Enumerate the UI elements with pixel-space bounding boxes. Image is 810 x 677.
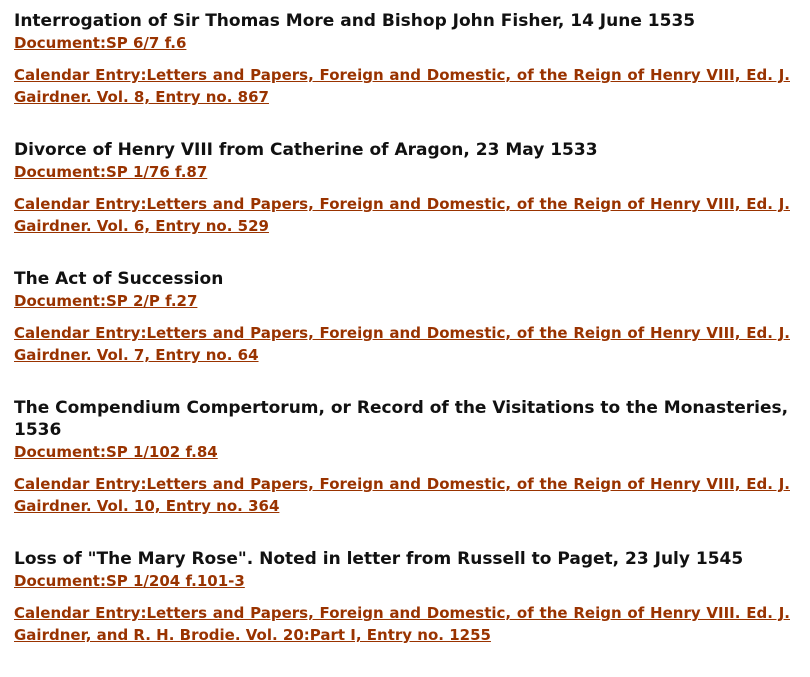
document-link[interactable]: Document:SP 6/7 f.6 <box>14 34 187 52</box>
document-link[interactable]: Document:SP 1/102 f.84 <box>14 443 218 461</box>
record-entry <box>14 268 790 366</box>
record-entry <box>14 548 790 646</box>
entry-title: Divorce of Henry VIII from Catherine of Aragon, 23 May 1533 <box>14 140 598 160</box>
entry-title: Loss of "The Mary Rose". Noted in letter from Russell to Paget, 23 July 1545 <box>14 549 744 569</box>
calendar-entry-link[interactable]: Calendar Entry:Letters and Papers, Foreign and Domestic, of the Reign of Henry VIII, Ed. J. Gairdner. Vol. 10, Entry no. 364 <box>14 475 790 515</box>
document-link[interactable]: Document:SP 2/P f.27 <box>14 292 198 310</box>
calendar-entry-link[interactable]: Calendar Entry:Letters and Papers, Foreign and Domestic, of the Reign of Henry VIII, Ed. J. Gairdner. Vol. 7, Entry no. 64 <box>14 324 790 364</box>
document-link[interactable]: Document:SP 1/76 f.87 <box>14 163 208 181</box>
entry-title: The Compendium Compertorum, or Record of the Visitations to the Monasteries, 1536 <box>14 398 789 440</box>
record-entry <box>14 139 790 237</box>
document-link[interactable]: Document:SP 1/204 f.101-3 <box>14 572 245 590</box>
record-entry <box>14 397 790 517</box>
entry-title: The Act of Succession <box>14 269 224 289</box>
calendar-entry-link[interactable]: Calendar Entry:Letters and Papers, Foreign and Domestic, of the Reign of Henry VIII. Ed. J. Gairdner, and R. H. Brodie. Vol. 20:Part I, Entry no. 1255 <box>14 604 790 644</box>
calendar-entry-link[interactable]: Calendar Entry:Letters and Papers, Foreign and Domestic, of the Reign of Henry VIII, Ed. J. Gairdner. Vol. 8, Entry no. 867 <box>14 66 790 106</box>
entry-title: Interrogation of Sir Thomas More and Bishop John Fisher, 14 June 1535 <box>14 11 696 31</box>
calendar-entry-link[interactable]: Calendar Entry:Letters and Papers, Foreign and Domestic, of the Reign of Henry VIII, Ed. J. Gairdner. Vol. 6, Entry no. 529 <box>14 195 790 235</box>
record-entry <box>14 10 790 108</box>
